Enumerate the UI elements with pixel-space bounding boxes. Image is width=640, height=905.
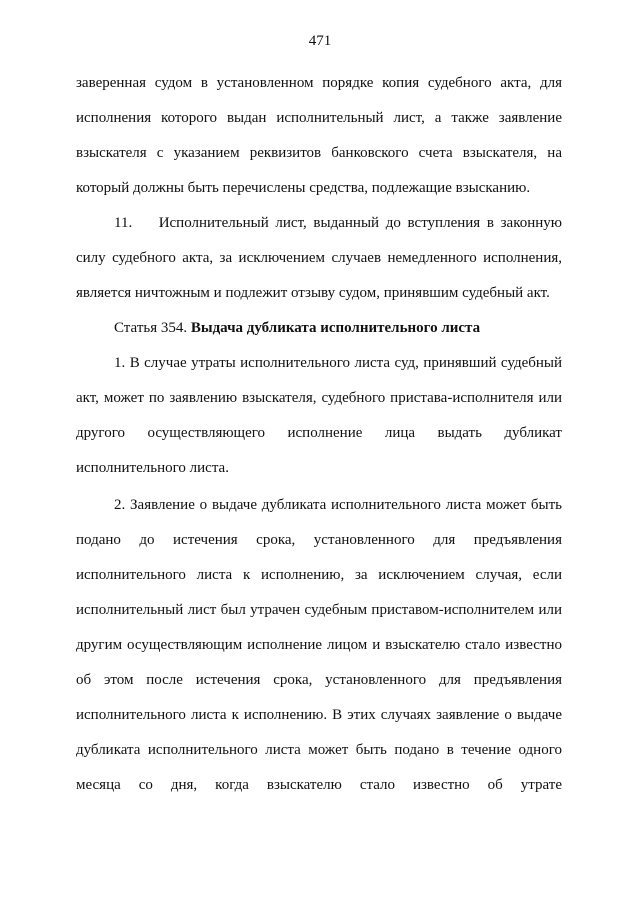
article-title: Выдача дубликата исполнительного листа <box>190 320 481 336</box>
paragraph-continuation: заверенная судом в установленном порядке копия судебного акта, для исполнения которого выдан исполнительный лист, а также заявление взыскателя с указанием реквизитов банковского счета взыскателя, на который должны быть перечислены средства, подлежащие взысканию. <box>76 75 562 196</box>
article-number: Статья 354. <box>114 320 188 336</box>
document-body <box>76 66 562 803</box>
article-paragraph-1: 1. В случае утраты исполнительного листа суд, принявший судебный акт, может по заявлению взыскателя, судебного пристава-исполнителя или другого осуществляющего исполнение лица выдать дубликат исполнительного листа. <box>76 355 562 476</box>
article-paragraph-2: 2. Заявление о выдаче дубликата исполнительного листа может быть подано до истечения срока, установленного для предъявления исполнительного листа к исполнению, за исключением случая, если исполнительный лист был утрачен судебным приставом-исполнителем или другим осуществляющим исполнение лицом и взыскателю стало известно об этом после истечения срока, установленного для предъявления исполнительного листа к исполнению. В этих случаях заявление о выдаче дубликата исполнительного листа может быть подано в течение одного месяца со дня, когда взыскателю стало известно об утрате <box>76 497 562 793</box>
item-11-text: Исполнительный лист, выданный до вступления в законную силу судебного акта, за исключением случаев немедленного исполнения, является ничтожным и подлежит отзыву судом, принявшим судебный акт. <box>76 215 562 301</box>
article-heading <box>76 311 562 346</box>
item-11 <box>76 206 562 311</box>
item-11-number: 11. <box>114 215 133 231</box>
page-number: 471 <box>308 33 332 49</box>
